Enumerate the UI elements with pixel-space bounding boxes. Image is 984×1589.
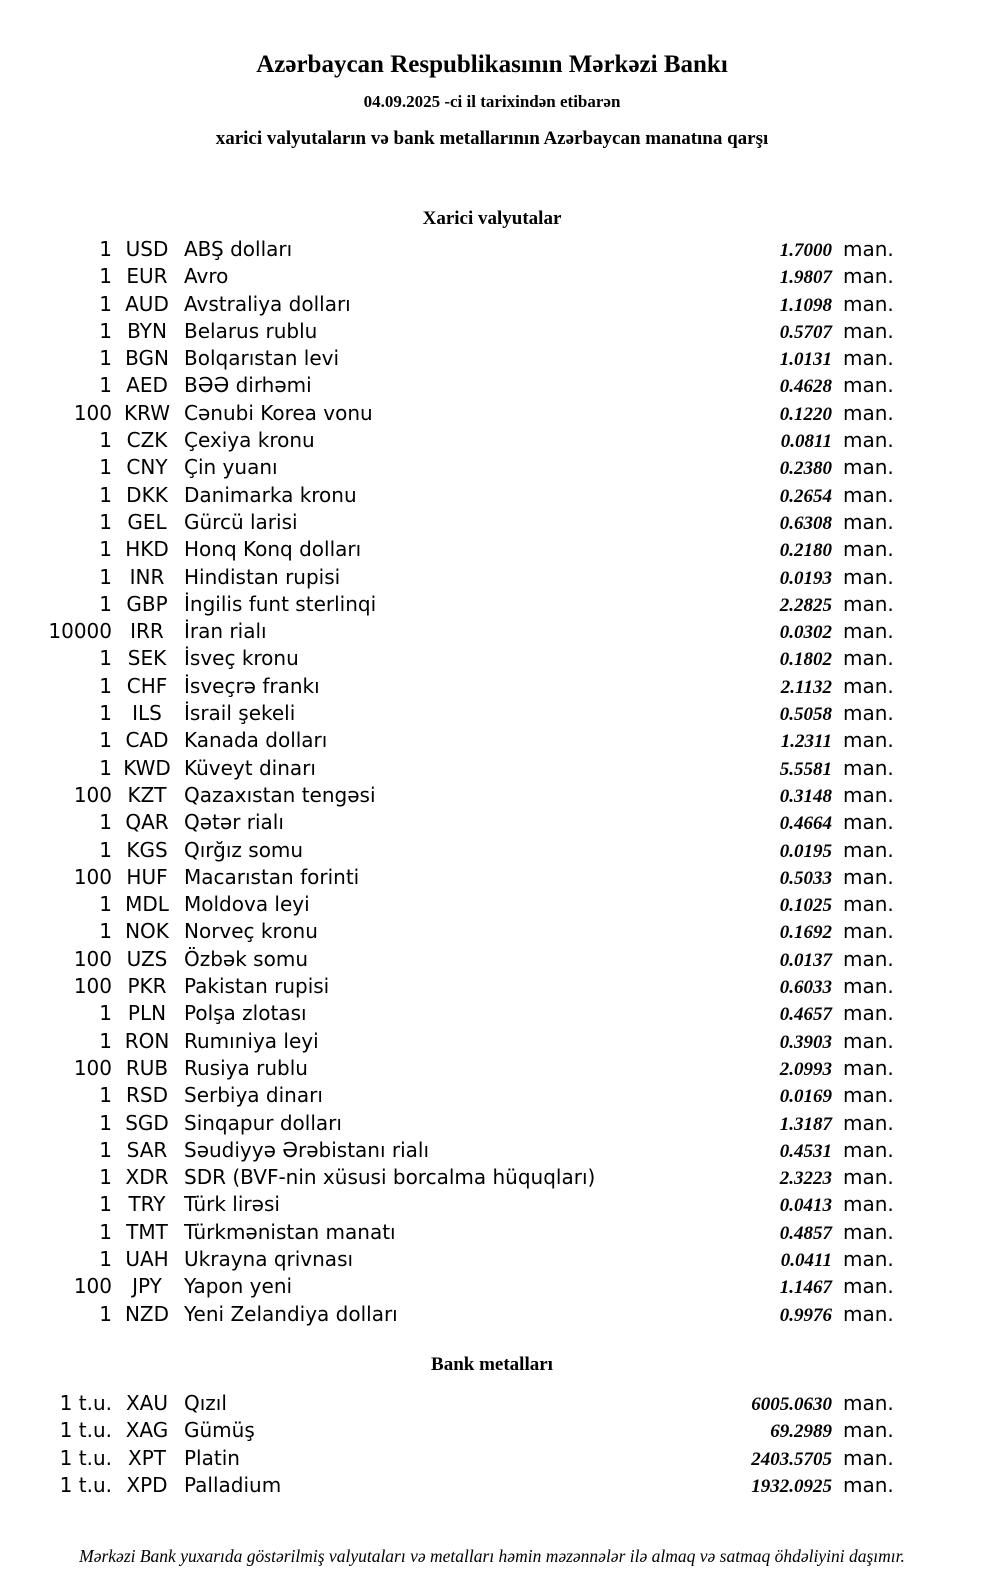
currency-name: Çexiya kronu	[184, 428, 315, 453]
rate-value: 0.1025	[779, 895, 832, 917]
currency-code: KWD	[123, 755, 171, 780]
rate-value: 0.6308	[779, 512, 832, 534]
currency-name: Kanada dolları	[184, 728, 328, 753]
rate-value: 0.3903	[779, 1031, 832, 1053]
rate-value: 6005.0630	[751, 1393, 832, 1415]
rate-value: 0.4531	[779, 1140, 832, 1162]
quantity-value: 1	[99, 346, 112, 371]
currency-code: RON	[124, 1028, 170, 1053]
unit-label: man.	[843, 1110, 894, 1135]
table-row	[0, 618, 984, 645]
rate-value: 0.0302	[779, 622, 832, 644]
currency-name: Platin	[184, 1445, 240, 1470]
currency-code: XDR	[125, 1165, 169, 1190]
unit-label: man.	[843, 1301, 894, 1326]
currency-code: CHF	[126, 673, 168, 698]
unit-label: man.	[843, 346, 894, 371]
table-row	[0, 946, 984, 973]
currency-name: Pakistan rupisi	[184, 974, 330, 999]
rate-value: 0.3148	[779, 785, 832, 807]
table-row	[0, 291, 984, 318]
unit-label: man.	[843, 1445, 894, 1470]
table-row	[0, 1445, 984, 1473]
currency-code: PLN	[127, 1001, 167, 1026]
quantity-value: 1	[99, 673, 112, 698]
currency-name: Palladium	[184, 1473, 282, 1498]
unit-label: man.	[843, 509, 894, 534]
quantity-value: 1 t.u.	[59, 1390, 112, 1415]
currency-name: Qızıl	[184, 1390, 227, 1415]
currency-code: GEL	[127, 509, 167, 534]
unit-label: man.	[843, 619, 894, 644]
unit-label: man.	[843, 782, 894, 807]
quantity-value: 1	[99, 1192, 112, 1217]
rate-value: 2.1132	[780, 676, 832, 698]
quantity-value: 1	[99, 1219, 112, 1244]
currency-name: Qətər rialı	[184, 810, 284, 835]
unit-label: man.	[843, 1274, 894, 1299]
currency-name: SDR (BVF-nin xüsusi borcalma hüquqları)	[184, 1165, 596, 1190]
currency-name: Honq Konq dolları	[184, 537, 362, 562]
rate-value: 0.4657	[779, 1004, 832, 1026]
quantity-value: 100	[73, 782, 112, 807]
currency-code: BGN	[125, 346, 169, 371]
currency-name: Türk lirəsi	[184, 1192, 280, 1217]
table-row	[0, 837, 984, 864]
unit-label: man.	[843, 1246, 894, 1271]
unit-label: man.	[843, 810, 894, 835]
currency-code: TRY	[128, 1192, 166, 1217]
table-row	[0, 1082, 984, 1109]
unit-label: man.	[843, 701, 894, 726]
rate-value: 5.5581	[779, 758, 832, 780]
currency-code: NZD	[124, 1301, 170, 1326]
quantity-value: 100	[73, 864, 112, 889]
currency-code: AUD	[125, 291, 169, 316]
rate-value: 1.3187	[779, 1113, 832, 1135]
unit-label: man.	[843, 455, 894, 480]
unit-label: man.	[843, 1083, 894, 1108]
unit-label: man.	[843, 837, 894, 862]
rate-value: 1.1098	[779, 294, 832, 316]
rate-value: 0.5707	[779, 321, 832, 343]
table-row	[0, 1472, 984, 1500]
unit-label: man.	[843, 673, 894, 698]
table-row	[0, 263, 984, 290]
quantity-value: 100	[73, 1055, 112, 1080]
metals-table	[0, 1390, 984, 1500]
currency-code: XAG	[125, 1418, 169, 1443]
unit-label: man.	[843, 1219, 894, 1244]
table-row	[0, 236, 984, 263]
currency-code: SGD	[125, 1110, 169, 1135]
quantity-value: 1	[99, 646, 112, 671]
currency-code: SEK	[127, 646, 167, 671]
quantity-value: 1	[99, 237, 112, 261]
unit-label: man.	[843, 1390, 894, 1415]
rate-value: 0.0193	[779, 567, 832, 589]
metals-section-title: Bank metalları	[431, 1353, 553, 1375]
table-row	[0, 1191, 984, 1218]
table-row	[0, 1028, 984, 1055]
currency-name: Cənubi Korea vonu	[184, 400, 373, 425]
quantity-value: 1	[99, 482, 112, 507]
currency-code: IRR	[130, 619, 164, 644]
table-row	[0, 1273, 984, 1300]
rate-value: 0.1802	[779, 649, 832, 671]
quantity-value: 1	[99, 591, 112, 616]
quantity-value: 1	[99, 1165, 112, 1190]
table-row	[0, 891, 984, 918]
table-row	[0, 755, 984, 782]
currency-name: Moldova leyi	[184, 892, 310, 917]
currency-name: ABŞ dolları	[184, 237, 293, 261]
table-row	[0, 591, 984, 618]
currency-name: Yapon yeni	[184, 1274, 293, 1299]
currency-name: Rumıniya leyi	[184, 1028, 319, 1053]
table-row	[0, 1000, 984, 1027]
currency-code: MDL	[125, 892, 169, 917]
currency-code: GBP	[126, 591, 168, 616]
quantity-value: 1	[99, 509, 112, 534]
table-row	[0, 645, 984, 672]
currency-code: QAR	[125, 810, 169, 835]
currency-name: İsveç kronu	[184, 646, 299, 671]
table-row	[0, 536, 984, 563]
quantity-value: 100	[73, 974, 112, 999]
rate-value: 2.0993	[779, 1058, 832, 1080]
unit-label: man.	[843, 755, 894, 780]
currency-name: BƏƏ dirhəmi	[184, 373, 312, 398]
currency-name: Qırğız somu	[184, 837, 304, 862]
unit-label: man.	[843, 1055, 894, 1080]
unit-label: man.	[843, 291, 894, 316]
currency-name: Bolqarıstan levi	[184, 346, 340, 371]
page-subtitle: xarici valyutaların və bank metallarının Azərbaycan manatına qarşı	[215, 128, 769, 149]
quantity-value: 1 t.u.	[59, 1473, 112, 1498]
unit-label: man.	[843, 1137, 894, 1162]
quantity-value: 1	[99, 455, 112, 480]
table-row	[0, 400, 984, 427]
currency-code: XPD	[126, 1473, 168, 1498]
quantity-value: 1	[99, 1110, 112, 1135]
rate-value: 0.0169	[779, 1086, 832, 1108]
table-row	[0, 673, 984, 700]
rate-value: 0.4664	[779, 813, 832, 835]
currency-code: RSD	[126, 1083, 168, 1108]
unit-label: man.	[843, 591, 894, 616]
rate-value: 69.2989	[770, 1421, 832, 1443]
rate-value: 0.6033	[779, 977, 832, 999]
rate-value: 0.2654	[779, 485, 832, 507]
currency-name: Türkmənistan manatı	[184, 1219, 396, 1244]
table-row	[0, 482, 984, 509]
currency-name: Avstraliya dolları	[184, 291, 351, 316]
currency-code: SAR	[126, 1137, 168, 1162]
effective-date-line: 04.09.2025 -ci il tarixindən etibarən	[363, 92, 621, 111]
unit-label: man.	[843, 1473, 894, 1498]
quantity-value: 1	[99, 919, 112, 944]
currency-name: Yeni Zelandiya dolları	[184, 1301, 398, 1326]
rate-value: 1.2311	[780, 731, 832, 753]
currency-code: KGS	[126, 837, 168, 862]
currency-name: İsveçrə frankı	[184, 673, 320, 698]
currency-code: UAH	[125, 1246, 169, 1271]
quantity-value: 1	[99, 892, 112, 917]
currency-code: PKR	[127, 974, 167, 999]
currency-code: UZS	[126, 946, 168, 971]
rate-value: 1.0131	[779, 349, 832, 371]
rate-value: 2.2825	[779, 594, 832, 616]
currency-code: INR	[129, 564, 165, 589]
table-row	[0, 372, 984, 399]
currency-name: Polşa zlotası	[184, 1001, 307, 1026]
rate-value: 2403.5705	[751, 1448, 832, 1470]
rate-value: 0.0413	[779, 1195, 832, 1217]
currency-table	[0, 236, 984, 1328]
rate-value: 0.0195	[779, 840, 832, 862]
rate-value: 0.2380	[779, 458, 832, 480]
currency-name: Gürcü larisi	[184, 509, 298, 534]
table-row	[0, 973, 984, 1000]
currency-code: XAU	[125, 1390, 169, 1415]
unit-label: man.	[843, 428, 894, 453]
currency-name: Küveyt dinarı	[184, 755, 316, 780]
page-title: Azərbaycan Respublikasının Mərkəzi Bankı	[256, 51, 728, 78]
unit-label: man.	[843, 646, 894, 671]
quantity-value: 1	[99, 810, 112, 835]
currency-code: JPY	[132, 1274, 162, 1299]
currency-code: TMT	[126, 1219, 168, 1244]
currency-code: RUB	[125, 1055, 169, 1080]
currency-name: Ukrayna qrivnası	[184, 1246, 354, 1271]
table-row	[0, 1246, 984, 1273]
currency-name: Özbək somu	[184, 946, 308, 971]
table-row	[0, 1390, 984, 1418]
currency-name: Belarus rublu	[184, 318, 318, 343]
currency-code: ILS	[132, 701, 162, 726]
unit-label: man.	[843, 892, 894, 917]
quantity-value: 1 t.u.	[59, 1418, 112, 1443]
rate-value: 0.4857	[779, 1222, 832, 1244]
currency-name: Rusiya rublu	[184, 1055, 308, 1080]
unit-label: man.	[843, 919, 894, 944]
table-row	[0, 1164, 984, 1191]
unit-label: man.	[843, 1192, 894, 1217]
table-row	[0, 1301, 984, 1328]
currency-code: HUF	[126, 864, 168, 889]
currency-name: İngilis funt sterlinqi	[184, 591, 377, 616]
unit-label: man.	[843, 974, 894, 999]
unit-label: man.	[843, 1001, 894, 1026]
table-row	[0, 700, 984, 727]
currency-name: Danimarka kronu	[184, 482, 357, 507]
table-row	[0, 1417, 984, 1445]
currency-code: BYN	[127, 318, 167, 343]
quantity-value: 1	[99, 728, 112, 753]
quantity-value: 1	[99, 837, 112, 862]
quantity-value: 1	[99, 373, 112, 398]
rate-value: 0.0411	[780, 1249, 832, 1271]
unit-label: man.	[843, 1028, 894, 1053]
unit-label: man.	[843, 537, 894, 562]
table-row	[0, 1219, 984, 1246]
quantity-value: 1	[99, 1246, 112, 1271]
currencies-section-title: Xarici valyutalar	[422, 208, 562, 229]
table-row	[0, 318, 984, 345]
currency-name: Avro	[184, 264, 229, 289]
currency-name: Norveç kronu	[184, 919, 318, 944]
unit-label: man.	[843, 373, 894, 398]
unit-label: man.	[843, 728, 894, 753]
table-row	[0, 564, 984, 591]
rate-value: 0.9976	[779, 1304, 832, 1326]
currency-code: XPT	[128, 1445, 166, 1470]
quantity-value: 1	[99, 264, 112, 289]
table-row	[0, 509, 984, 536]
table-row	[0, 345, 984, 372]
rate-value: 1.1467	[779, 1277, 832, 1299]
rate-value: 2.3223	[779, 1168, 832, 1190]
unit-label: man.	[843, 564, 894, 589]
quantity-value: 1	[99, 291, 112, 316]
unit-label: man.	[843, 946, 894, 971]
quantity-value: 1	[99, 755, 112, 780]
quantity-value: 1	[99, 701, 112, 726]
currency-code: CNY	[126, 455, 168, 480]
unit-label: man.	[843, 482, 894, 507]
table-row	[0, 864, 984, 891]
rate-value: 0.1220	[779, 403, 832, 425]
rate-value: 1932.0925	[751, 1476, 832, 1498]
currency-code: CAD	[125, 728, 169, 753]
rate-value: 0.4628	[779, 376, 832, 398]
table-row	[0, 454, 984, 481]
quantity-value: 100	[73, 946, 112, 971]
quantity-value: 1	[99, 1028, 112, 1053]
quantity-value: 1	[99, 1137, 112, 1162]
currency-code: EUR	[126, 264, 168, 289]
quantity-value: 1	[99, 564, 112, 589]
currency-code: CZK	[126, 428, 168, 453]
quantity-value: 1 t.u.	[59, 1445, 112, 1470]
currency-code: NOK	[125, 919, 169, 944]
currency-code: KZT	[127, 782, 167, 807]
rate-value: 0.5033	[779, 867, 832, 889]
unit-label: man.	[843, 237, 894, 261]
currency-name: Qazaxıstan tengəsi	[184, 782, 376, 807]
table-row	[0, 727, 984, 754]
rate-value: 0.0137	[779, 949, 832, 971]
currency-name: İsrail şekeli	[184, 701, 296, 726]
rate-value: 0.2180	[779, 540, 832, 562]
table-row	[0, 1137, 984, 1164]
unit-label: man.	[843, 318, 894, 343]
currency-name: Macarıstan forinti	[184, 864, 360, 889]
table-row	[0, 918, 984, 945]
currency-code: KRW	[124, 400, 170, 425]
currency-name: Gümüş	[184, 1418, 255, 1443]
disclaimer-text: Mərkəzi Bank yuxarıda göstərilmiş valyutaları və metalları həmin məzənnələr ilə almaq və satmaq öhdəliyini daşımır.	[79, 1545, 905, 1566]
rate-value: 0.5058	[779, 704, 832, 726]
quantity-value: 1	[99, 318, 112, 343]
currency-code: HKD	[125, 537, 169, 562]
rate-value: 1.7000	[779, 240, 832, 261]
currency-name: Çin yuanı	[184, 455, 278, 480]
quantity-value: 10000	[48, 619, 112, 644]
currency-name: İran rialı	[184, 619, 267, 644]
unit-label: man.	[843, 864, 894, 889]
currency-name: Serbiya dinarı	[184, 1083, 323, 1108]
table-row	[0, 427, 984, 454]
quantity-value: 1	[99, 428, 112, 453]
quantity-value: 1	[99, 537, 112, 562]
currency-name: Sinqapur dolları	[184, 1110, 342, 1135]
unit-label: man.	[843, 264, 894, 289]
quantity-value: 100	[73, 1274, 112, 1299]
rate-value: 1.9807	[779, 267, 832, 289]
unit-label: man.	[843, 400, 894, 425]
rate-value: 0.0811	[780, 431, 832, 453]
currency-code: DKK	[126, 482, 168, 507]
quantity-value: 100	[73, 400, 112, 425]
currency-code: USD	[125, 237, 169, 261]
currency-name: Hindistan rupisi	[184, 564, 341, 589]
rate-value: 0.1692	[779, 922, 832, 944]
quantity-value: 1	[99, 1001, 112, 1026]
quantity-value: 1	[99, 1301, 112, 1326]
table-row	[0, 809, 984, 836]
table-row	[0, 1055, 984, 1082]
table-row	[0, 782, 984, 809]
currency-code: AED	[126, 373, 168, 398]
unit-label: man.	[843, 1165, 894, 1190]
table-row	[0, 1110, 984, 1137]
quantity-value: 1	[99, 1083, 112, 1108]
unit-label: man.	[843, 1418, 894, 1443]
currency-name: Səudiyyə Ərəbistanı rialı	[184, 1137, 430, 1162]
